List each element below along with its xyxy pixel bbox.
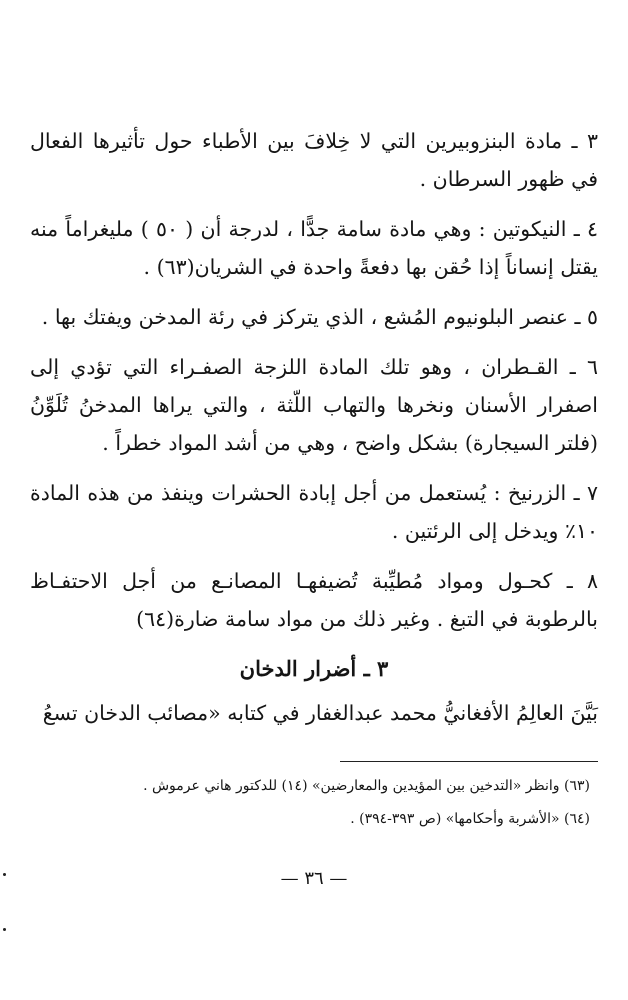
list-item: ٤ ـ النيكوتين : وهي مادة سامة جدًّا ، لدرجة أن ( ٥٠ ) مليغراماً منه يقتل إنساناً إذا حُقن بها دفعةً واحدة في الشريان(٦٣) . [30, 217, 598, 279]
list-item: ٨ ـ كحـول ومواد مُطيِّبة تُضيفهـا المصانـع من أجل الاحتفـاظ بالرطوبة في التبغ . وغير ذلك من مواد سامة ضارة(٦٤) [30, 569, 598, 631]
footnotes [30, 770, 590, 836]
scan-speck [3, 928, 6, 931]
list-item: ٥ ـ عنصر البلونيوم المُشع ، الذي يتركز في رئة المدخن ويفتك بها . [41, 305, 598, 329]
section-heading: ٣ ـ أضرار الدخان [239, 656, 389, 681]
list-item: ٧ ـ الزرنيخ : يُستعمل من أجل إبادة الحشرات وينفذ من هذه المادة ١٠٪ ويدخل إلى الرئتين . [30, 481, 598, 543]
list-item: ٣ ـ مادة البنزوبيرين التي لا خِلافَ بين الأطباء حول تأثيرها الفعال في ظهور السرطان . [30, 129, 598, 191]
page-number: — ٣٦ — [280, 868, 348, 889]
page-body [30, 122, 598, 744]
list-item: ٦ ـ القـطران ، وهو تلك المادة اللزجة الصفـراء التي تؤدي إلى اصفرار الأسنان ونخرها والتهاب اللّثة ، والتي يراها المدخنُ تُلَوِّنُ (فلتر السيجارة) بشكل واضح ، وهي من أشد المواد خطراً . [30, 355, 598, 455]
closing-line: بَيَّنَ العالِمُ الأفغانيُّ محمد عبدالغفار في كتابه «مصائب الدخان تسعُ [42, 701, 598, 725]
footnote: (٦٤) «الأشربة وأحكامها» (ص ٣٩٣-٣٩٤) . [350, 811, 590, 827]
footnote-divider [340, 761, 598, 762]
footnote: (٦٣) وانظر «التدخين بين المؤيدين والمعارضين» (١٤) للدكتور هاني عرموش . [143, 778, 590, 794]
scan-speck [3, 873, 6, 876]
